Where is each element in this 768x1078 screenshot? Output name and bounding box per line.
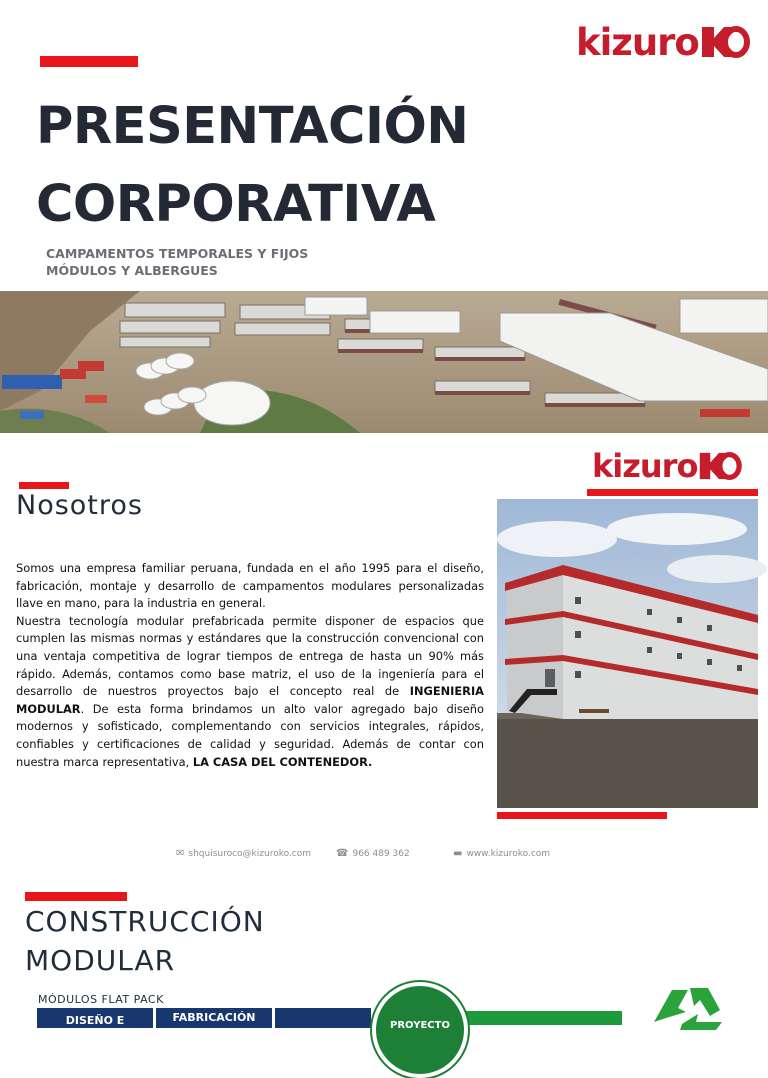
cover-title-line2: CORPORATIVA [36, 175, 436, 234]
phone-icon: ☎ [336, 848, 349, 859]
contact-email[interactable] [176, 848, 311, 859]
modular-subtitle: MÓDULOS FLAT PACK [38, 993, 164, 1006]
cover-subtitle-line2: MÓDULOS Y ALBERGUES [46, 263, 218, 278]
modular-accent-bar [25, 892, 127, 901]
photo-underline-bar [497, 812, 667, 819]
logo-underline-bar [587, 489, 758, 496]
about-accent-bar [19, 482, 69, 489]
envelope-icon: ✉ [176, 848, 185, 859]
about-paragraph-1: Somos una empresa familiar peruana, fundada en el año 1995 para el diseño, fabricación, montaje y desarrollo de campamentos modulares personalizadas llave en mano, para la industria en general. [16, 561, 484, 611]
process-step-design: DISEÑO E [37, 1008, 153, 1028]
modular-heading-line1: CONSTRUCCIÓN [25, 905, 265, 938]
brand-logo-mark-icon [698, 451, 740, 481]
process-step-3 [275, 1008, 371, 1028]
brand-logo-text: kizuro [576, 20, 699, 64]
about-paragraph-2-part2: . De esta forma brindamos un alto valor agregado bajo diseño modernos y sofisticado, complementando con servicios integrales, rápidos, confiables y certificaciones de calidad y seguridad. Además de contar con nuestra marca representativa, [16, 701, 484, 769]
modular-heading [25, 902, 265, 980]
contact-phone-text: 966 489 362 [352, 848, 410, 859]
modular-heading-line2: MODULAR [25, 944, 176, 977]
cover-title-line1: PRESENTACIÓN [36, 97, 469, 156]
brand-logo [576, 16, 749, 68]
cover-title [36, 88, 576, 244]
about-paragraph-2 [16, 613, 484, 771]
cover-accent-bar [40, 56, 138, 67]
contact-web-text: www.kizuroko.com [466, 848, 551, 859]
cover-subtitle [46, 245, 308, 279]
contact-phone[interactable] [336, 848, 410, 859]
about-paragraph-2-bold2: LA CASA DEL CONTENEDOR. [192, 754, 373, 769]
process-step-fabrication: FABRICACIÓN [156, 1008, 272, 1028]
about-heading: Nosotros [16, 490, 143, 521]
contact-website[interactable] [453, 848, 550, 859]
about-body-text [16, 560, 484, 771]
hero-camp-aerial-image [0, 291, 768, 433]
brand-logo-mark-icon [700, 25, 748, 59]
laptop-icon: ▬ [453, 848, 463, 859]
recycle-icon [636, 982, 726, 1032]
cover-subtitle-line1: CAMPAMENTOS TEMPORALES Y FIJOS [46, 246, 309, 261]
process-step-project-circle: PROYECTO [372, 982, 468, 1078]
brand-logo-text: kizuro [592, 447, 698, 485]
contact-email-text: shquisuroco@kizuroko.com [188, 848, 312, 859]
about-paragraph-2-bold1: INGENIERIA MODULAR [16, 684, 484, 716]
brand-logo-secondary [592, 445, 741, 487]
modular-building-photo [497, 499, 758, 808]
about-paragraph-2-part1: Nuestra tecnología modular prefabricada permite disponer de espacios que cumplen las mismas normas y estándares que la construcción convencional con una ventaja competitiva de lograr tiempos de entrega de hasta un 90% más rápido. Además, contamos como base matriz, el uso de la ingeniería para el desarrollo de nuestros proyectos bajo el concepto real de [16, 613, 484, 699]
